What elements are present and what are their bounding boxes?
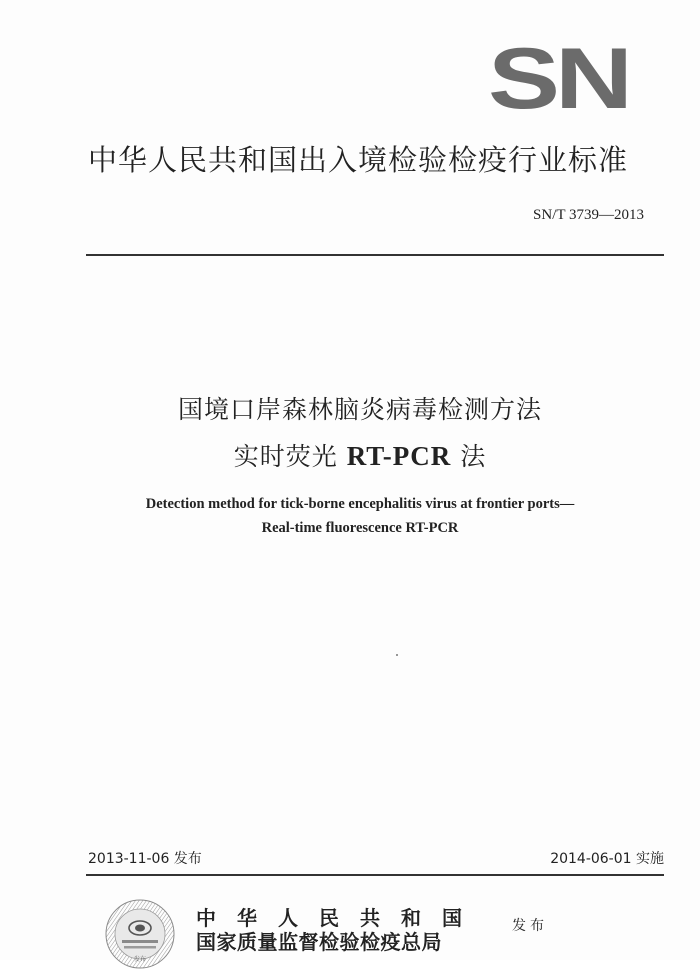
issuer-char: 国 xyxy=(442,906,462,930)
cn-title-line-2-latin: RT-PCR xyxy=(346,441,452,471)
issuer-char: 和 xyxy=(401,906,421,930)
issuer-char: 华 xyxy=(237,906,257,930)
issuer-agency: 国家质量监督检验检疫总局 xyxy=(196,930,442,954)
standard-number: SN/T 3739—2013 xyxy=(533,207,644,223)
seal-text: 发布 xyxy=(133,956,147,963)
issuer-char: 民 xyxy=(319,906,339,930)
cn-title-line-1: 国境口岸森林脑炎病毒检测方法 xyxy=(177,395,542,424)
en-title-line-1: Detection method for tick-borne encephalitis virus at frontier ports— xyxy=(145,496,575,512)
issue-date: 2013-11-06 发布 xyxy=(88,851,202,867)
cn-title-line-2-prefix: 实时荧光 xyxy=(233,442,347,471)
scan-speck xyxy=(396,654,398,656)
anti-counterfeit-seal xyxy=(104,898,176,970)
implementation-date: 2014-06-01 实施 xyxy=(550,851,664,867)
issuer-char: 人 xyxy=(278,906,298,930)
svg-text:SN: SN xyxy=(488,44,628,114)
sn-logo xyxy=(487,44,629,114)
issuer-char: 共 xyxy=(360,906,380,930)
en-title-line-2: Real-time fluorescence RT-PCR xyxy=(261,520,459,536)
cn-title-line-2 xyxy=(0,437,700,473)
bottom-divider xyxy=(86,874,664,876)
top-divider xyxy=(86,254,664,256)
publish-label: 发布 xyxy=(512,918,548,934)
issuer-char: 中 xyxy=(196,906,216,930)
org-title: 中华人民共和国出入境检验检疫行业标准 xyxy=(88,143,629,177)
cn-title-line-2-suffix: 法 xyxy=(451,442,487,471)
